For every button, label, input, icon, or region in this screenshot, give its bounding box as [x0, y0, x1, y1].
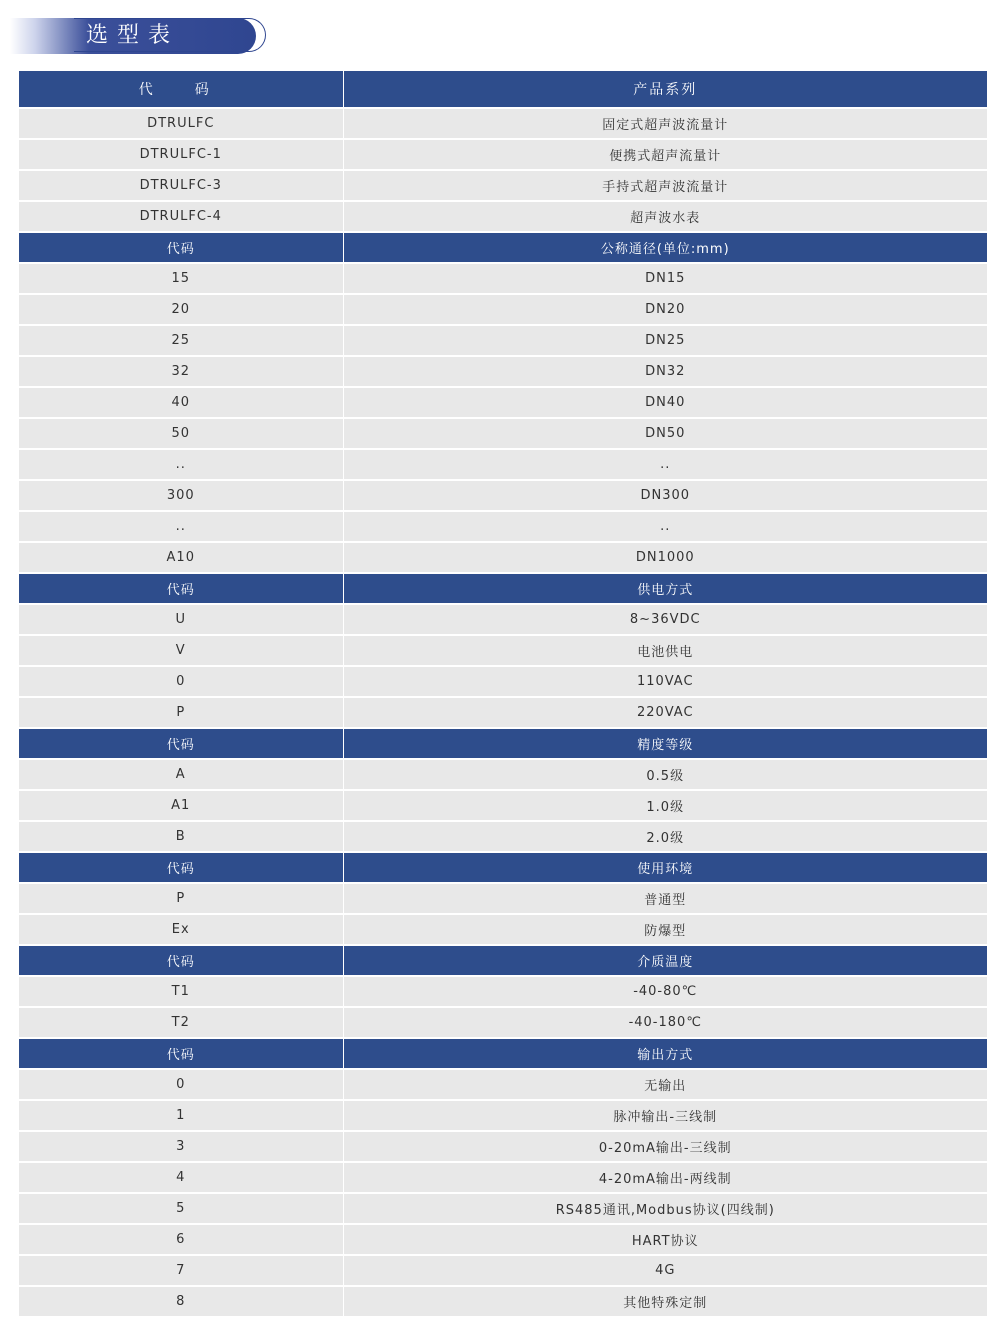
- value-cell: ..: [343, 449, 987, 480]
- code-cell: 25: [19, 325, 343, 356]
- header-code-cell: 代码: [19, 573, 343, 604]
- value-cell: 无输出: [343, 1069, 987, 1100]
- code-cell: DTRULFC-3: [19, 170, 343, 201]
- value-cell: 普通型: [343, 883, 987, 914]
- code-cell: P: [19, 697, 343, 728]
- table-row: [19, 1224, 987, 1255]
- header-code-cell: 代码: [19, 1038, 343, 1069]
- table-row: [19, 263, 987, 294]
- header-label-cell: 公称通径(单位:mm): [343, 232, 987, 263]
- section-header-row: [19, 232, 987, 263]
- section-header-row: [19, 728, 987, 759]
- value-cell: 其他特殊定制: [343, 1286, 987, 1316]
- code-cell: 40: [19, 387, 343, 418]
- code-cell: 0: [19, 666, 343, 697]
- table-row: [19, 604, 987, 635]
- section-header-row: [19, 852, 987, 883]
- header-label-cell: 产品系列: [343, 71, 987, 108]
- table-row: [19, 635, 987, 666]
- code-cell: 6: [19, 1224, 343, 1255]
- code-cell: 7: [19, 1255, 343, 1286]
- code-cell: U: [19, 604, 343, 635]
- selection-table: [19, 71, 987, 1316]
- header-code-cell: 代码: [19, 728, 343, 759]
- value-cell: 8~36VDC: [343, 604, 987, 635]
- table-row: [19, 976, 987, 1007]
- section-header-row: [19, 573, 987, 604]
- code-cell: 8: [19, 1286, 343, 1316]
- table-row: [19, 170, 987, 201]
- code-cell: T2: [19, 1007, 343, 1038]
- value-cell: 超声波水表: [343, 201, 987, 232]
- code-cell: A: [19, 759, 343, 790]
- code-cell: T1: [19, 976, 343, 1007]
- code-cell: A10: [19, 542, 343, 573]
- code-cell: 5: [19, 1193, 343, 1224]
- header-label-cell: 供电方式: [343, 573, 987, 604]
- table-row: [19, 1069, 987, 1100]
- code-cell: 3: [19, 1131, 343, 1162]
- table-row: [19, 1286, 987, 1316]
- value-cell: DN1000: [343, 542, 987, 573]
- header-label-cell: 使用环境: [343, 852, 987, 883]
- table-row: [19, 139, 987, 170]
- table-row: [19, 356, 987, 387]
- table-row: [19, 914, 987, 945]
- value-cell: -40-80℃: [343, 976, 987, 1007]
- page-title: 选型表: [86, 23, 180, 48]
- value-cell: DN15: [343, 263, 987, 294]
- value-cell: RS485通讯,Modbus协议(四线制): [343, 1193, 987, 1224]
- code-cell: B: [19, 821, 343, 852]
- code-cell: 15: [19, 263, 343, 294]
- value-cell: 防爆型: [343, 914, 987, 945]
- table-row: [19, 697, 987, 728]
- value-cell: -40-180℃: [343, 1007, 987, 1038]
- table-row: [19, 480, 987, 511]
- value-cell: DN300: [343, 480, 987, 511]
- table-row: [19, 1131, 987, 1162]
- header-label-cell: 介质温度: [343, 945, 987, 976]
- header-label-cell: 精度等级: [343, 728, 987, 759]
- table-row: [19, 542, 987, 573]
- table-row: [19, 449, 987, 480]
- selection-table-body: [19, 71, 987, 1316]
- code-cell: Ex: [19, 914, 343, 945]
- value-cell: 脉冲输出-三线制: [343, 1100, 987, 1131]
- header-code-cell: 代码: [19, 852, 343, 883]
- table-row: [19, 666, 987, 697]
- table-row: [19, 1100, 987, 1131]
- table-row: [19, 883, 987, 914]
- value-cell: HART协议: [343, 1224, 987, 1255]
- code-cell: DTRULFC-4: [19, 201, 343, 232]
- table-row: [19, 511, 987, 542]
- value-cell: 4G: [343, 1255, 987, 1286]
- code-cell: DTRULFC-1: [19, 139, 343, 170]
- table-row: [19, 1193, 987, 1224]
- value-cell: 手持式超声波流量计: [343, 170, 987, 201]
- section-header-row: [19, 945, 987, 976]
- value-cell: DN50: [343, 418, 987, 449]
- value-cell: 110VAC: [343, 666, 987, 697]
- code-cell: V: [19, 635, 343, 666]
- value-cell: 便携式超声流量计: [343, 139, 987, 170]
- code-cell: ..: [19, 449, 343, 480]
- header-code-cell: 代 码: [19, 71, 343, 108]
- value-cell: 0.5级: [343, 759, 987, 790]
- code-cell: P: [19, 883, 343, 914]
- code-cell: 32: [19, 356, 343, 387]
- code-cell: 0: [19, 1069, 343, 1100]
- code-cell: 1: [19, 1100, 343, 1131]
- table-row: [19, 821, 987, 852]
- value-cell: 1.0级: [343, 790, 987, 821]
- value-cell: 0-20mA输出-三线制: [343, 1131, 987, 1162]
- value-cell: DN20: [343, 294, 987, 325]
- table-row: [19, 1007, 987, 1038]
- section-header-row: [19, 1038, 987, 1069]
- code-cell: 300: [19, 480, 343, 511]
- table-row: [19, 201, 987, 232]
- header-code-cell: 代码: [19, 945, 343, 976]
- section-header-row: [19, 71, 987, 108]
- header-code-cell: 代码: [19, 232, 343, 263]
- table-row: [19, 418, 987, 449]
- table-row: [19, 325, 987, 356]
- table-row: [19, 294, 987, 325]
- value-cell: 固定式超声波流量计: [343, 108, 987, 139]
- value-cell: 220VAC: [343, 697, 987, 728]
- header-label-cell: 输出方式: [343, 1038, 987, 1069]
- value-cell: 4-20mA输出-两线制: [343, 1162, 987, 1193]
- title-tab: [10, 18, 256, 54]
- value-cell: DN40: [343, 387, 987, 418]
- value-cell: 电池供电: [343, 635, 987, 666]
- table-row: [19, 108, 987, 139]
- table-row: [19, 1162, 987, 1193]
- code-cell: DTRULFC: [19, 108, 343, 139]
- table-row: [19, 790, 987, 821]
- table-row: [19, 759, 987, 790]
- code-cell: 20: [19, 294, 343, 325]
- value-cell: ..: [343, 511, 987, 542]
- value-cell: DN32: [343, 356, 987, 387]
- code-cell: 50: [19, 418, 343, 449]
- table-row: [19, 387, 987, 418]
- code-cell: 4: [19, 1162, 343, 1193]
- table-row: [19, 1255, 987, 1286]
- value-cell: 2.0级: [343, 821, 987, 852]
- value-cell: DN25: [343, 325, 987, 356]
- code-cell: A1: [19, 790, 343, 821]
- code-cell: ..: [19, 511, 343, 542]
